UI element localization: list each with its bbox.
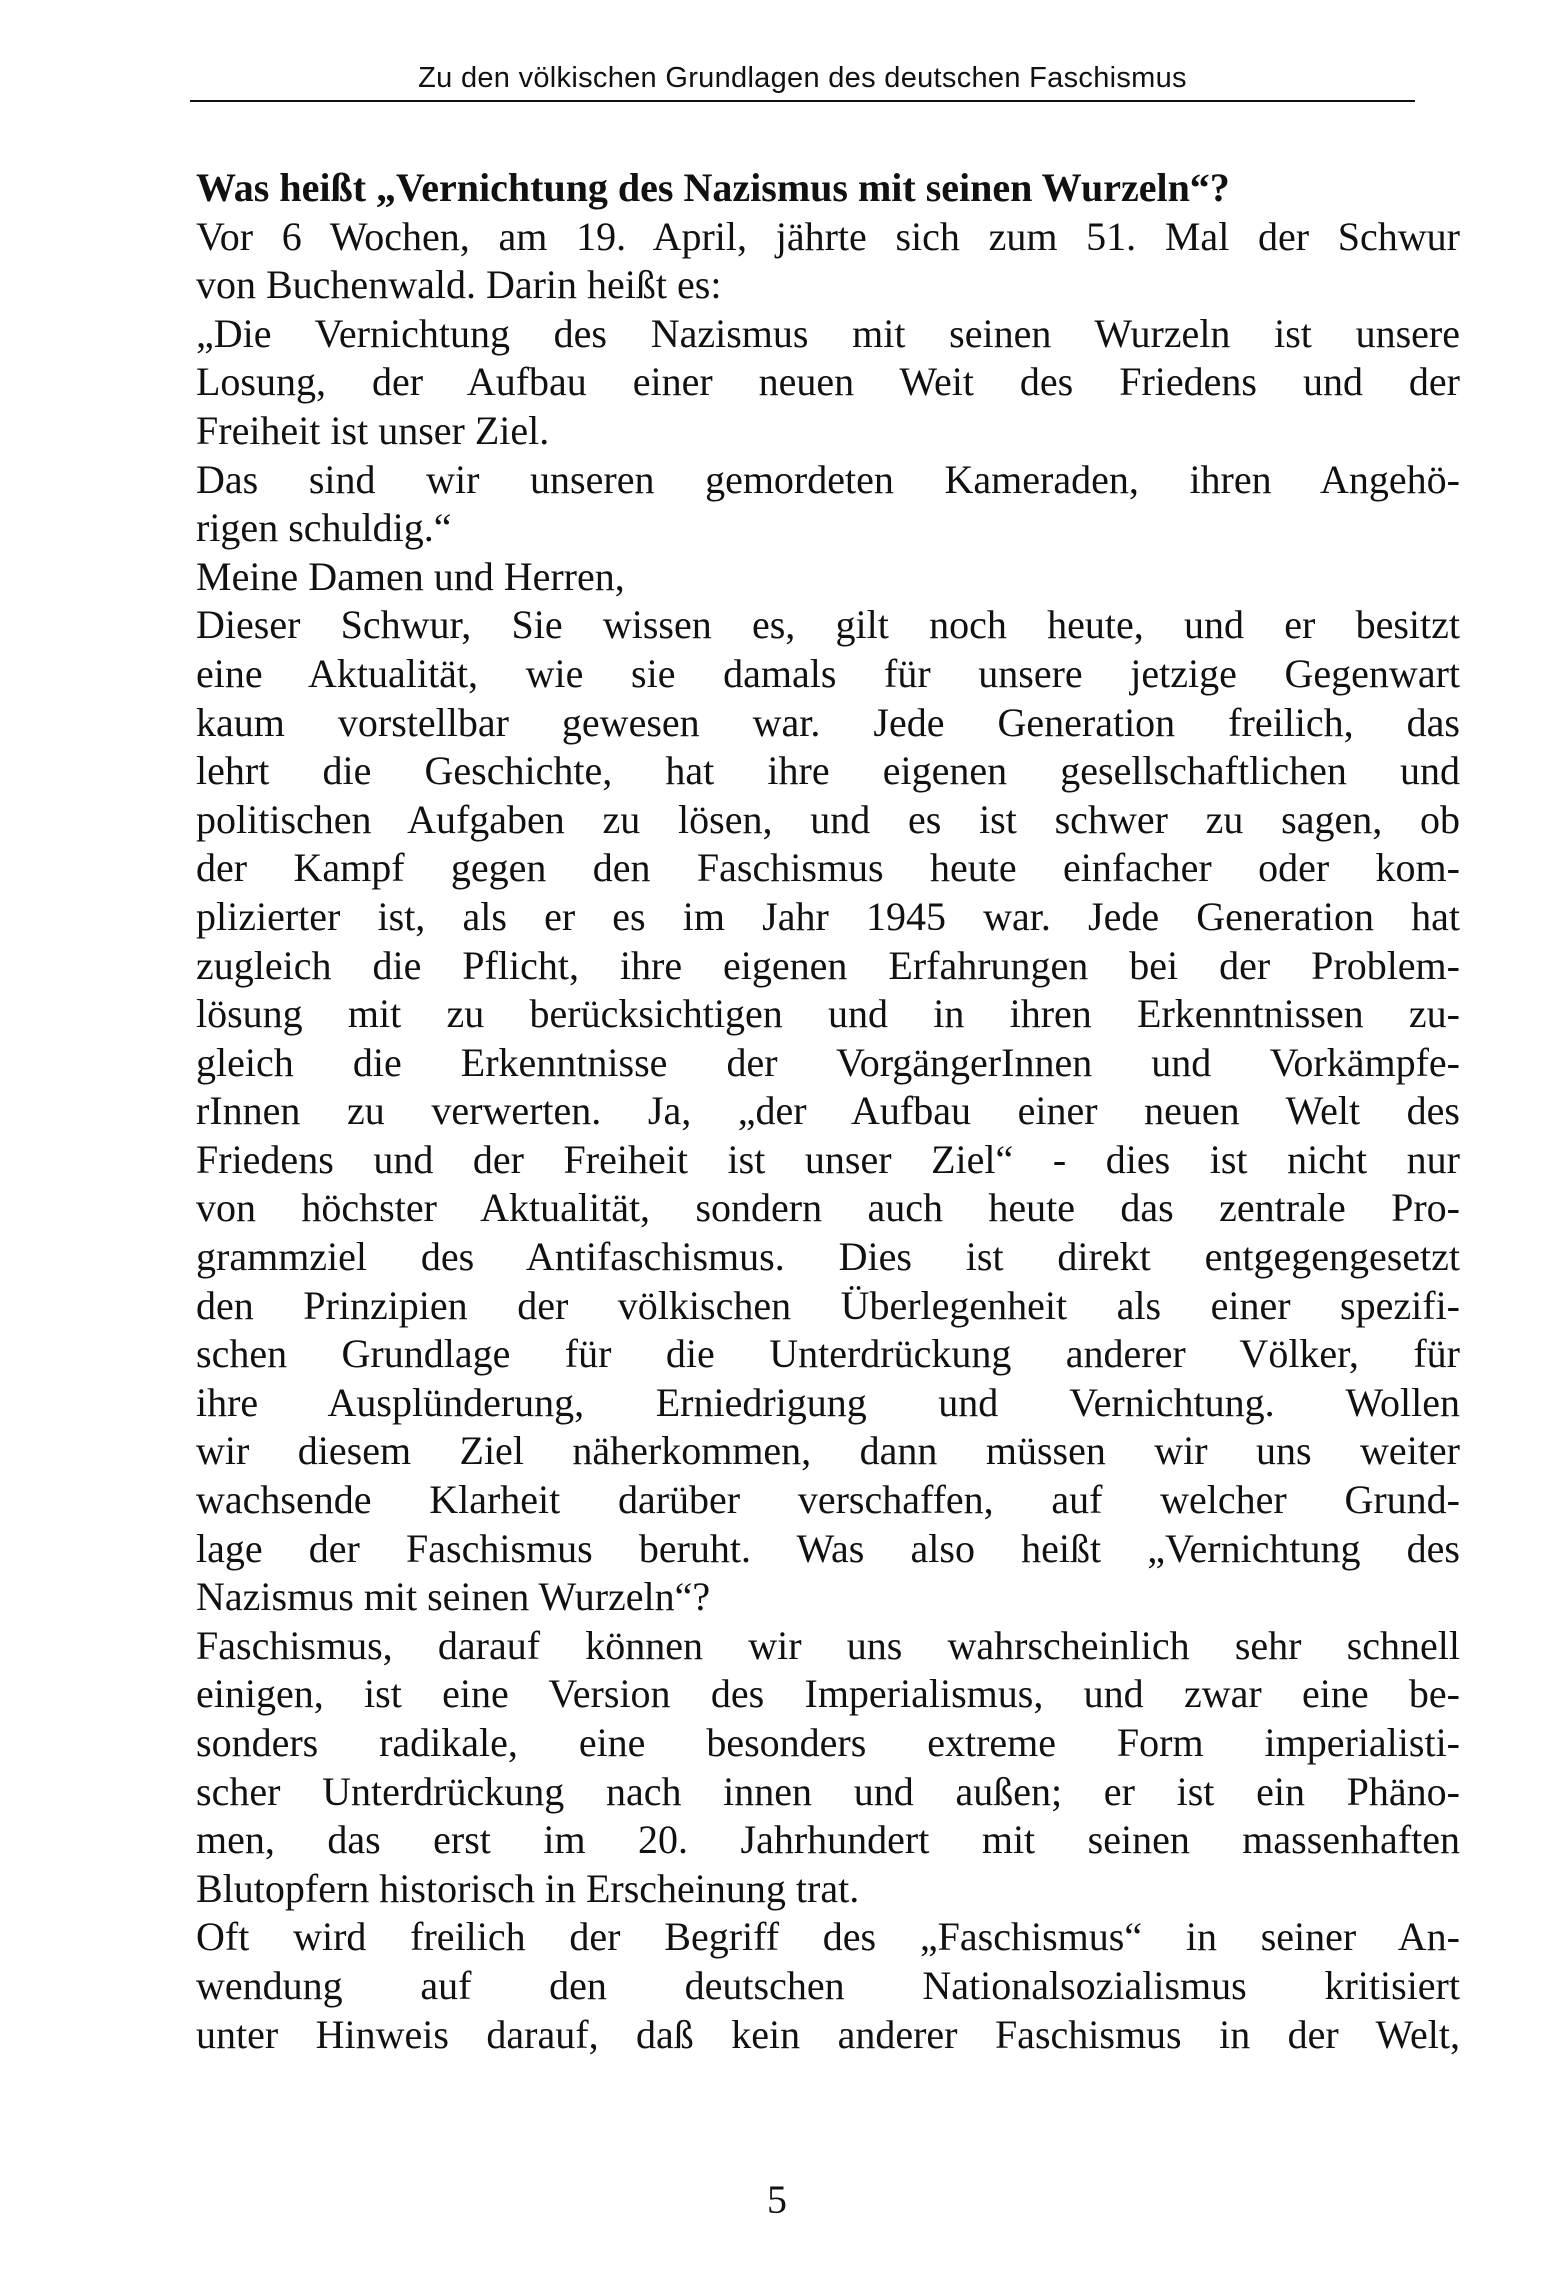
text-line: sonders radikale, eine besonders extreme Form imperialisti-: [196, 1720, 1460, 1765]
section-heading: Was heißt „Vernichtung des Nazismus mit seinen Wurzeln“?: [196, 165, 1230, 210]
text-line: lösung mit zu berücksichtigen und in ihren Erkenntnissen zu-: [196, 991, 1460, 1037]
running-head: Zu den völkischen Grundlagen des deutschen Faschismus: [418, 62, 1187, 94]
text-line: einigen, ist eine Version des Imperialismus, und zwar eine be-: [196, 1671, 1460, 1717]
text-line: wir diesem Ziel näherkommen, dann müssen wir uns weiter: [196, 1428, 1460, 1474]
text-line: von höchster Aktualität, sondern auch heute das zentrale Pro-: [196, 1185, 1460, 1231]
text-line: Blutopfern historisch in Erscheinung trat.: [196, 1865, 860, 1911]
text-line: unter Hinweis darauf, daß kein anderer Faschismus in der Welt,: [196, 2011, 1460, 2057]
text-line: Oft wird freilich der Begriff des „Faschismus“ in seiner An-: [196, 1914, 1460, 1960]
text-line: Vor 6 Wochen, am 19. April, jährte sich zum 51. Mal der Schwur: [196, 213, 1460, 259]
text-line: ihre Ausplünderung, Erniedrigung und Vernichtung. Wollen: [196, 1379, 1460, 1425]
text-line: lehrt die Geschichte, hat ihre eigenen gesellschaftlichen und: [196, 748, 1460, 794]
header-rule: [190, 100, 1415, 102]
page-number: 5: [767, 2177, 787, 2222]
text-line: „Die Vernichtung des Nazismus mit seinen Wurzeln ist unsere: [196, 310, 1460, 356]
text-line: Faschismus, darauf können wir uns wahrscheinlich sehr schnell: [196, 1622, 1460, 1668]
text-line: men, das erst im 20. Jahrhundert mit seinen massenhaften: [196, 1817, 1460, 1863]
text-line: wachsende Klarheit darüber verschaffen, auf welcher Grund-: [196, 1477, 1460, 1523]
text-line: wendung auf den deutschen Nationalsozialismus kritisiert: [196, 1962, 1460, 2008]
text-line: Freiheit ist unser Ziel.: [196, 407, 550, 453]
body-text: [196, 164, 1460, 2059]
text-line: Friedens und der Freiheit ist unser Ziel“ - dies ist nicht nur: [196, 1136, 1460, 1182]
text-line: von Buchenwald. Darin heißt es:: [196, 262, 722, 308]
text-line: schen Grundlage für die Unterdrückung anderer Völker, für: [196, 1331, 1460, 1377]
text-line: grammziel des Antifaschismus. Dies ist direkt entgegengesetzt: [196, 1234, 1460, 1280]
text-line: scher Unterdrückung nach innen und außen; er ist ein Phäno-: [196, 1768, 1460, 1814]
text-line: Dieser Schwur, Sie wissen es, gilt noch heute, und er besitzt: [196, 602, 1460, 648]
text-line: lage der Faschismus beruht. Was also heißt „Vernichtung des: [196, 1525, 1460, 1571]
text-line: rigen schuldig.“: [196, 505, 452, 551]
text-line: rInnen zu verwerten. Ja, „der Aufbau einer neuen Welt des: [196, 1088, 1460, 1134]
text-line: eine Aktualität, wie sie damals für unsere jetzige Gegenwart: [196, 650, 1460, 696]
text-line: kaum vorstellbar gewesen war. Jede Generation freilich, das: [196, 699, 1460, 745]
text-line: gleich die Erkenntnisse der VorgängerInnen und Vorkämpfe-: [196, 1039, 1460, 1085]
text-line: Losung, der Aufbau einer neuen Weit des Friedens und der: [196, 359, 1460, 405]
text-line: den Prinzipien der völkischen Überlegenheit als einer spezifi-: [196, 1282, 1460, 1328]
text-line: Nazismus mit seinen Wurzeln“?: [196, 1574, 711, 1620]
text-line: zugleich die Pflicht, ihre eigenen Erfahrungen bei der Problem-: [196, 942, 1460, 988]
text-line: plizierter ist, als er es im Jahr 1945 war. Jede Generation hat: [196, 893, 1460, 939]
text-line: der Kampf gegen den Faschismus heute einfacher oder kom-: [196, 845, 1460, 891]
text-line: Das sind wir unseren gemordeten Kameraden, ihren Angehö-: [196, 456, 1460, 502]
text-line: politischen Aufgaben zu lösen, und es ist schwer zu sagen, ob: [196, 796, 1460, 842]
text-line: Meine Damen und Herren,: [196, 553, 625, 599]
